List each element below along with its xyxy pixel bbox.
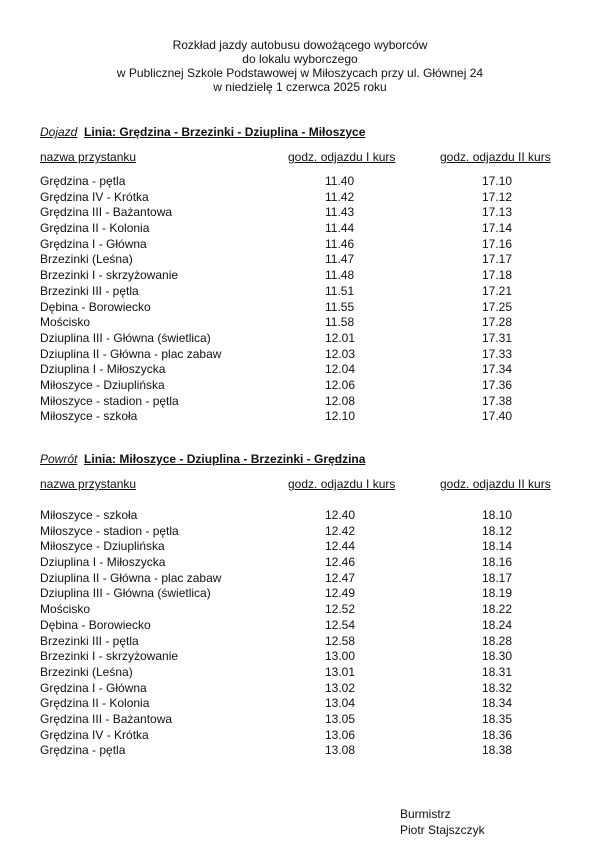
departure-run1: 12.04 [325,362,356,377]
departure-run1: 11.40 [325,174,355,188]
powrot-direction: Powrót [40,452,78,466]
departure-run1: 13.06 [325,727,356,742]
table-row [40,300,580,316]
stop-name: Brzezinki I - skrzyżowanie [40,649,179,664]
stop-name: Brzezinki (Leśna) [40,664,133,679]
stop-name: Grędzina - pętla [40,743,126,758]
departure-run1: 11.47 [325,252,355,267]
departure-run1: 11.42 [325,189,355,204]
powrot-route: Linia: Miłoszyce - Dziuplina - Brzezinki - Grędzina [84,452,366,466]
departure-run2: 18.19 [482,586,513,601]
table-row [40,665,580,681]
dojazd-title [40,125,580,139]
table-row [40,555,580,571]
stop-name: Brzezinki I - skrzyżowanie [40,268,179,283]
dojazd-rows [40,174,580,425]
departure-run2: 17.16 [482,236,513,251]
departure-run2: 17.10 [482,174,513,188]
dojazd-column-headers [40,150,580,164]
departure-run1: 12.52 [325,602,356,617]
table-row [40,221,580,237]
stop-name: Grędzina IV - Krótka [40,727,149,742]
column-header-run2: godz. odjazdu II kurs [440,150,551,164]
departure-run2: 17.18 [482,268,513,283]
departure-run1: 12.46 [325,555,356,570]
column-header-run1: godz. odjazdu I kurs [288,150,396,164]
stop-name: Grędzina I - Główna [40,236,147,251]
departure-run2: 18.14 [482,539,513,554]
departure-run1: 11.58 [325,315,355,330]
table-row [40,571,580,587]
stop-name: Dziuplina II - Główna - plac zabaw [40,346,222,361]
table-row [40,524,580,540]
departure-run1: 12.40 [325,508,356,522]
column-header-stop: nazwa przystanku [40,477,137,491]
table-row [40,284,580,300]
stop-name: Miłoszyce - Dziuplińska [40,539,165,554]
table-row [40,681,580,697]
departure-run1: 12.44 [325,539,356,554]
stop-name: Miłoszyce - szkoła [40,508,138,522]
header-line-2: do lokalu wyborczego [242,52,358,66]
table-row [40,268,580,284]
departure-run2: 18.31 [482,664,513,679]
header-line-4: w niedzielę 1 czerwca 2025 roku [213,80,387,94]
table-row [40,743,580,759]
departure-run1: 12.10 [325,409,356,424]
departure-run2: 18.16 [482,555,513,570]
stop-name: Grędzina II - Kolonia [40,221,150,236]
table-row [40,190,580,206]
departure-run2: 17.21 [482,283,513,298]
table-row [40,586,580,602]
table-row [40,362,580,378]
header-line-3: w Publicznej Szkole Podstawowej w Miłoszycach przy ul. Głównej 24 [116,66,484,80]
departure-run2: 18.24 [482,617,513,632]
dojazd-route: Linia: Grędzina - Brzezinki - Dziuplina - Miłoszyce [84,125,366,139]
departure-run1: 12.47 [325,570,356,585]
table-row [40,649,580,665]
departure-run1: 11.46 [325,236,355,251]
document-header [0,38,600,94]
departure-run1: 13.08 [325,743,356,758]
departure-run2: 17.38 [482,393,513,408]
departure-run1: 11.55 [325,299,355,314]
departure-run2: 17.40 [482,409,513,424]
stop-name: Grędzina - pętla [40,174,126,188]
stop-name: Grędzina II - Kolonia [40,696,150,711]
stop-name: Dębina - Borowiecko [40,617,151,632]
stop-name: Mościsko [40,602,91,617]
table-row [40,508,580,524]
departure-run1: 12.49 [325,586,356,601]
table-row [40,712,580,728]
departure-run2: 17.12 [482,189,513,204]
stop-name: Grędzina I - Główna [40,680,147,695]
stop-name: Dziuplina I - Miłoszycka [40,362,166,377]
table-row [40,252,580,268]
departure-run1: 13.00 [325,649,356,664]
table-row [40,634,580,650]
stop-name: Dziuplina III - Główna (świetlica) [40,330,211,345]
stop-name: Brzezinki (Leśna) [40,252,133,267]
signature-block [400,806,485,838]
departure-run1: 11.51 [325,283,355,298]
stop-name: Dziuplina I - Miłoszycka [40,555,166,570]
departure-run2: 17.13 [482,205,513,220]
departure-run2: 18.38 [482,743,513,758]
departure-run2: 18.34 [482,696,513,711]
stop-name: Dziuplina III - Główna (świetlica) [40,586,211,601]
powrot-column-headers [40,477,580,491]
departure-run2: 18.17 [482,570,513,585]
powrot-rows [40,508,580,759]
departure-run2: 17.14 [482,221,513,236]
dojazd-section [40,125,580,425]
table-row [40,315,580,331]
departure-run2: 17.28 [482,315,513,330]
departure-run2: 18.10 [482,508,513,522]
stop-name: Dębina - Borowiecko [40,299,151,314]
departure-run1: 11.48 [325,268,355,283]
table-row [40,347,580,363]
table-row [40,696,580,712]
dojazd-direction: Dojazd [40,125,78,139]
stop-name: Miłoszyce - stadion - pętla [40,523,179,538]
table-row [40,378,580,394]
departure-run2: 17.31 [482,330,513,345]
stop-name: Miłoszyce - stadion - pętla [40,393,179,408]
departure-run1: 13.05 [325,711,356,726]
table-row [40,205,580,221]
powrot-section [40,452,580,759]
departure-run1: 12.54 [325,617,356,632]
table-row [40,237,580,253]
table-row [40,728,580,744]
stop-name: Brzezinki III - pętla [40,283,139,298]
table-row [40,602,580,618]
departure-run1: 12.03 [325,346,356,361]
departure-run1: 13.04 [325,696,356,711]
departure-run1: 13.01 [325,664,356,679]
column-header-run1: godz. odjazdu I kurs [288,477,396,491]
departure-run1: 11.44 [325,221,355,236]
stop-name: Mościsko [40,315,91,330]
departure-run2: 18.12 [482,523,513,538]
departure-run2: 18.22 [482,602,513,617]
departure-run1: 12.08 [325,393,356,408]
departure-run1: 12.42 [325,523,356,538]
table-row [40,394,580,410]
stop-name: Grędzina III - Bażantowa [40,205,173,220]
departure-run1: 12.06 [325,377,356,392]
departure-run2: 18.28 [482,633,513,648]
column-header-run2: godz. odjazdu II kurs [440,477,551,491]
stop-name: Dziuplina II - Główna - plac zabaw [40,570,222,585]
departure-run2: 17.25 [482,299,513,314]
stop-name: Miłoszyce - Dziuplińska [40,377,165,392]
table-row [40,409,580,425]
table-row [40,174,580,190]
departure-run2: 18.30 [482,649,513,664]
departure-run1: 12.01 [325,330,356,345]
departure-run2: 18.32 [482,680,513,695]
powrot-title [40,452,580,466]
departure-run2: 18.35 [482,711,513,726]
header-line-1: Rozkład jazdy autobusu dowożącego wyborców [172,38,428,52]
column-header-stop: nazwa przystanku [40,150,137,164]
stop-name: Brzezinki III - pętla [40,633,139,648]
stop-name: Miłoszyce - szkoła [40,409,138,424]
departure-run2: 18.36 [482,727,513,742]
departure-run2: 17.33 [482,346,513,361]
departure-run1: 12.58 [325,633,356,648]
signature-name: Piotr Stajszczyk [400,823,485,837]
departure-run2: 17.17 [482,252,513,267]
signature-title: Burmistrz [400,807,451,821]
departure-run1: 13.02 [325,680,356,695]
departure-run2: 17.34 [482,362,513,377]
table-row [40,618,580,634]
departure-run2: 17.36 [482,377,513,392]
departure-run1: 11.43 [325,205,355,220]
table-row [40,331,580,347]
table-row [40,539,580,555]
stop-name: Grędzina III - Bażantowa [40,711,173,726]
stop-name: Grędzina IV - Krótka [40,189,149,204]
